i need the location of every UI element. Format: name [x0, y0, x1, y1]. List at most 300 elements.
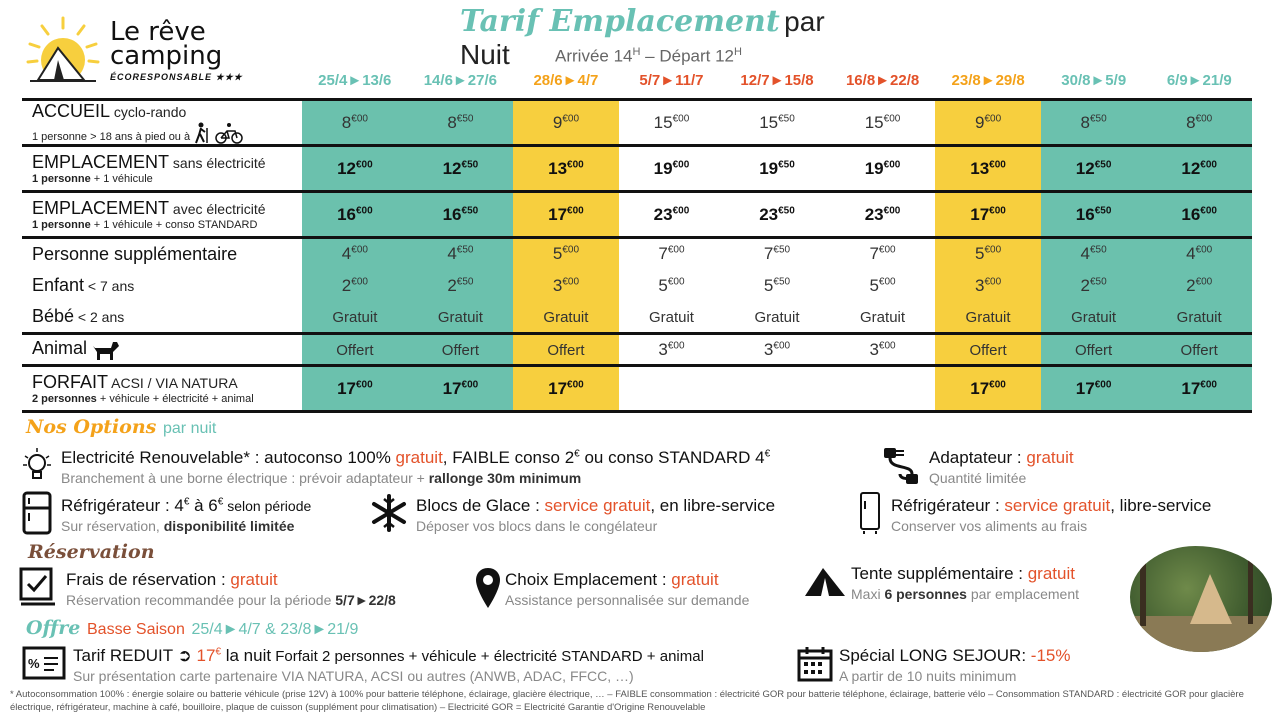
tipi-illustration	[1130, 546, 1272, 652]
row-label-main: EMPLACEMENT	[32, 197, 170, 218]
price-cents: €50	[456, 275, 474, 287]
row-label-sub-text: 1 personne > 18 ans à pied ou à	[32, 131, 191, 143]
row-label-main: FORFAIT	[32, 371, 108, 392]
price-value: Offert	[547, 341, 585, 359]
arrival-text: Arrivée 14	[555, 46, 633, 66]
price-cents: €00	[883, 112, 901, 124]
elec-label: Electricité Renouvelable*	[61, 448, 250, 467]
price-cell	[408, 270, 514, 302]
row-label-detail: cyclo-rando	[110, 104, 187, 120]
brand-line-1: Le rêve	[110, 17, 206, 47]
footnote: * Autoconsommation 100% : énergie solaire ou batterie véhicule (prise 12V) à 100% pour batterie téléphone, éclairage, glacière électrique, … – FAIBLE consommation : électricité GOR pour batterie téléphone, éclairage, batterie vélo – Consommation STANDARD : électricité GOR pour glacière électrique, réfrigérateur, machine à café, bouilloire, plaque de cuisson (supplément pour climatisation) – Electricité GOR = Electricité Garantie d'Origine Renouvelable	[10, 689, 1244, 713]
price-cell	[830, 270, 936, 302]
price-cents: €00	[1094, 378, 1112, 390]
campsite-photo	[1130, 546, 1272, 652]
row-label-main: Personne supplémentaire	[32, 243, 238, 264]
price-cents: €00	[878, 275, 896, 287]
svg-text:%: %	[28, 656, 40, 671]
fees-desc: Réservation recommandée pour la période	[66, 592, 336, 608]
price-cell	[724, 100, 830, 146]
price-cents: €00	[567, 204, 584, 216]
row-label	[22, 270, 302, 302]
tent-desc-1: Maxi	[851, 586, 885, 602]
fridge1-label: Réfrigérateur	[61, 496, 161, 515]
price-cell	[724, 146, 830, 192]
price-value: $8^{€00}$	[341, 112, 368, 132]
rate-row	[22, 366, 1252, 412]
fridge1-text-2: à 6	[189, 496, 218, 515]
price-cell	[619, 270, 725, 302]
logo	[24, 14, 254, 90]
price-value: $16^{€00}$	[1181, 204, 1217, 224]
offer-subtitle: Basse Saison	[87, 621, 185, 638]
price-cents: €00	[984, 112, 1002, 124]
price-cell	[1041, 302, 1147, 334]
price-cents: €00	[355, 158, 373, 170]
price-cents: €50	[1089, 244, 1107, 256]
price-cell	[1041, 366, 1147, 412]
price-value: $17^{€00}$	[337, 378, 373, 398]
ice-label: Blocs de Glace	[416, 496, 531, 515]
price-cents: €00	[567, 158, 584, 170]
row-label-sub-bold: 2 personnes	[32, 392, 97, 405]
row-label-detail: ACSI / VIA NATURA	[108, 374, 238, 391]
period-header: 5/7►11/7	[639, 72, 704, 89]
reduced-package: Forfait 2 personnes + véhicule + électricité STANDARD + animal	[271, 648, 704, 665]
price-cents: €50	[1089, 112, 1107, 124]
choice-label: Choix Emplacement	[505, 570, 658, 589]
row-label	[22, 366, 302, 412]
price-value: $15^{€00}$	[864, 112, 901, 132]
ice-text: , en libre-service	[650, 496, 776, 515]
price-cell	[830, 192, 936, 238]
price-value: Gratuit	[860, 308, 906, 326]
brand-tagline: ÉCORESPONSABLE ★★★	[110, 72, 243, 82]
price-cell	[408, 192, 514, 238]
fridge1-euro-2: €	[217, 496, 224, 508]
price-cell	[513, 334, 619, 366]
option-fridge-paid	[61, 496, 311, 534]
reduced-euro: €	[215, 646, 221, 658]
arrival-sup: H	[632, 46, 641, 58]
price-cell	[619, 238, 725, 270]
price-cell	[302, 270, 408, 302]
price-cents: €00	[351, 275, 368, 287]
fridge1-text-3: selon période	[223, 498, 312, 514]
price-value: $12^{€00}$	[1181, 158, 1217, 178]
price-cents: €00	[1195, 112, 1213, 124]
price-cell	[1146, 366, 1252, 412]
price-value: $17^{€00}$	[970, 378, 1006, 398]
price-value: $4^{€00}$	[1186, 244, 1213, 264]
price-cell	[830, 302, 936, 334]
tent-label: Tente supplémentaire	[851, 564, 1014, 583]
row-label-main: EMPLACEMENT	[32, 151, 170, 172]
fridge2-label: Réfrigérateur	[891, 496, 991, 515]
price-value: $7^{€00}$	[658, 244, 685, 264]
options-title-text: Nos Options	[26, 416, 157, 438]
price-value: $15^{€00}$	[653, 112, 690, 132]
price-value: $3^{€00}$	[869, 339, 896, 359]
price-cell	[935, 100, 1041, 146]
price-value: $5^{€50}$	[763, 275, 791, 295]
price-value: $17^{€00}$	[1181, 378, 1217, 398]
reduced-label: Tarif REDUIT	[73, 646, 173, 665]
elec-desc: Branchement à une borne électrique : prévoir adaptateur +	[61, 470, 429, 486]
price-cell	[1146, 334, 1252, 366]
price-cell	[513, 192, 619, 238]
row-label-sub-text: + véhicule + électricité + animal	[96, 392, 254, 405]
price-value: $19^{€00}$	[653, 158, 690, 178]
price-cents: €00	[562, 112, 580, 124]
price-value: $5^{€00}$	[869, 275, 896, 295]
price-value: $3^{€00}$	[552, 275, 580, 295]
rate-row	[22, 270, 1252, 302]
price-cell	[619, 146, 725, 192]
price-cents: €50	[461, 204, 479, 216]
row-label-sub	[32, 219, 302, 232]
price-cents: €50	[1089, 275, 1107, 287]
row-label-sub-text: + 1 véhicule + conso STANDARD	[90, 218, 258, 231]
price-value: Gratuit	[1176, 308, 1222, 326]
price-cell	[724, 334, 830, 366]
price-cell	[408, 146, 514, 192]
price-cell	[408, 366, 514, 412]
elec-text-3: ou conso STANDARD 4	[579, 448, 765, 467]
price-cell	[302, 192, 408, 238]
price-cents: €50	[461, 158, 479, 170]
price-cents: €00	[984, 275, 1002, 287]
price-cents: €00	[351, 244, 368, 256]
fees-free: gratuit	[230, 570, 278, 589]
price-cell	[513, 146, 619, 192]
price-value: $9^{€00}$	[552, 112, 580, 132]
adapter-desc: Quantité limitée	[929, 470, 1027, 486]
row-label-sub	[32, 393, 302, 406]
price-value: $19^{€50}$	[759, 158, 795, 178]
price-value: Offert	[1180, 341, 1218, 359]
period-header: 14/6►27/6	[423, 72, 497, 89]
row-label-detail: sans électricité	[169, 154, 266, 171]
price-cell	[1041, 270, 1147, 302]
price-cents: €50	[773, 244, 791, 256]
price-cell	[1146, 302, 1252, 334]
price-value: $17^{€00}$	[548, 204, 584, 224]
rate-row	[22, 302, 1252, 334]
reservation-extra-tent	[851, 564, 1079, 602]
offer-long-stay	[839, 646, 1070, 684]
lightbulb-icon	[22, 446, 52, 486]
price-value: $4^{€50}$	[1080, 244, 1107, 264]
price-cell	[513, 270, 619, 302]
price-value: $2^{€00}$	[341, 275, 368, 295]
row-label	[22, 334, 302, 366]
fridge2-desc: Conserver vos aliments au frais	[891, 518, 1088, 534]
price-cents: €00	[351, 112, 368, 124]
row-label-sub	[32, 122, 302, 144]
row-label	[22, 146, 302, 192]
price-cell	[408, 302, 514, 334]
price-cell	[724, 366, 830, 412]
price-cents: €00	[355, 378, 373, 390]
offer-title-text: Offre	[26, 617, 81, 639]
price-value: $23^{€00}$	[864, 204, 901, 224]
price-value: Gratuit	[648, 308, 694, 326]
rate-row	[22, 192, 1252, 238]
row-label-main: Animal	[32, 337, 88, 358]
ice-desc: Déposer vos blocs dans le congélateur	[416, 518, 658, 534]
price-cents: €50	[1094, 158, 1112, 170]
price-cell	[302, 334, 408, 366]
price-cents: €00	[461, 378, 479, 390]
price-value: $7^{€50}$	[763, 244, 791, 264]
price-value: $3^{€00}$	[658, 339, 685, 359]
fees-label: Frais de réservation	[66, 570, 217, 589]
elec-euro-2: €	[764, 448, 771, 460]
title-script: Tarif Emplacement	[460, 4, 780, 39]
price-cell	[1146, 192, 1252, 238]
price-value: Gratuit	[965, 308, 1011, 326]
row-label	[22, 302, 302, 334]
ice-colon: :	[530, 496, 545, 515]
price-value: $2^{€50}$	[447, 275, 474, 295]
period-header: 23/8►29/8	[951, 72, 1025, 89]
price-cell	[513, 238, 619, 270]
tent-icon	[803, 566, 847, 598]
option-adapter	[929, 448, 1074, 486]
adapter-free: gratuit	[1026, 448, 1074, 467]
price-cents: €50	[1094, 204, 1112, 216]
price-cell	[302, 146, 408, 192]
period-header: 25/4►13/6	[318, 72, 392, 89]
option-electricity	[61, 448, 770, 486]
price-value: Offert	[441, 341, 480, 359]
price-cents: €00	[1200, 378, 1217, 390]
sun-tent-icon	[24, 14, 102, 86]
long-stay-desc: A partir de 10 nuits minimum	[839, 668, 1017, 684]
elec-text-2: , FAIBLE conso 2	[442, 448, 575, 467]
price-cents: €00	[672, 158, 690, 170]
adapter-colon: :	[1012, 448, 1027, 467]
reduced-price: 17	[196, 646, 216, 665]
row-label	[22, 192, 302, 238]
price-cell	[513, 366, 619, 412]
price-cell	[1041, 334, 1147, 366]
price-cell	[1146, 270, 1252, 302]
price-cents: €00	[1195, 244, 1213, 256]
price-cents: €00	[883, 158, 901, 170]
price-cell	[724, 192, 830, 238]
price-value: $12^{€00}$	[337, 158, 373, 178]
price-cents: €50	[456, 112, 474, 124]
price-value: $16^{€50}$	[442, 204, 479, 224]
title-plain: par Nuit	[460, 6, 825, 70]
price-cell	[830, 334, 936, 366]
row-label-detail: < 7 ans	[84, 278, 135, 294]
price-cents: €50	[456, 244, 474, 256]
row-label	[22, 100, 302, 146]
price-value: $16^{€00}$	[337, 204, 373, 224]
location-pin-icon	[474, 566, 502, 610]
price-value: $23^{€50}$	[759, 204, 795, 224]
price-value: $3^{€00}$	[974, 275, 1002, 295]
rate-row	[22, 334, 1252, 366]
row-label-detail: < 2 ans	[74, 309, 125, 326]
offer-dates: 25/4►4/7 & 23/8►21/9	[191, 621, 359, 638]
price-cell	[935, 270, 1041, 302]
price-cell	[935, 238, 1041, 270]
price-value: $8^{€50}$	[1080, 112, 1107, 132]
price-cents: €00	[562, 275, 580, 287]
price-cell	[830, 146, 936, 192]
price-cell	[619, 192, 725, 238]
price-value: Gratuit	[754, 308, 800, 326]
options-subtitle: par nuit	[163, 420, 217, 437]
row-label-sub-text: + 1 véhicule	[90, 172, 153, 185]
fridge-small-icon	[858, 491, 882, 535]
fridge2-free: service gratuit	[1004, 496, 1111, 515]
price-cents: €00	[1200, 204, 1217, 216]
rate-row	[22, 100, 1252, 146]
price-cell	[408, 334, 514, 366]
price-value: $9^{€00}$	[974, 112, 1002, 132]
price-cell	[1041, 146, 1147, 192]
price-cell	[724, 302, 830, 334]
reduced-arrow: ➲	[172, 646, 197, 665]
period-header: 16/8►22/8	[845, 72, 920, 89]
price-value: $13^{€00}$	[970, 158, 1006, 178]
price-cell	[619, 100, 725, 146]
price-value: Gratuit	[1071, 308, 1117, 326]
tent-colon: :	[1013, 564, 1028, 583]
reservation-site-choice	[505, 570, 749, 608]
price-cents: €00	[667, 275, 685, 287]
row-label	[22, 238, 302, 270]
fees-desc-bold: 5/7►22/8	[335, 592, 396, 608]
price-value: $15^{€50}$	[759, 112, 795, 132]
elec-text-1: : autoconso 100%	[250, 448, 396, 467]
departure-sup: H	[734, 46, 742, 58]
reduced-desc: Sur présentation carte partenaire VIA NATURA, ACSI ou autres (ANWB, ADAC, FFCC, …)	[73, 668, 634, 684]
reservation-title: Réservation	[28, 541, 155, 563]
price-value: $19^{€00}$	[864, 158, 901, 178]
price-cell	[1146, 146, 1252, 192]
price-value: $17^{€00}$	[1075, 378, 1112, 398]
row-label-sub	[32, 173, 302, 186]
calendar-icon	[797, 646, 833, 682]
long-stay-label: Spécial LONG SEJOUR:	[839, 646, 1031, 665]
price-cell	[513, 100, 619, 146]
price-value: $5^{€00}$	[974, 244, 1002, 264]
reservation-fees	[66, 570, 396, 608]
fridge1-euro-1: €	[183, 496, 190, 508]
dog-icon	[91, 338, 121, 362]
price-cell	[1041, 100, 1147, 146]
ice-free: service gratuit	[544, 496, 651, 515]
period-header: 30/8►5/9	[1061, 72, 1127, 89]
price-cents: €50	[778, 204, 795, 216]
price-cents: €50	[778, 112, 795, 124]
price-cell	[830, 366, 936, 412]
reduced-per-night: la nuit	[221, 646, 272, 665]
price-cents: €00	[773, 339, 791, 351]
price-cell	[1146, 238, 1252, 270]
price-cell	[302, 366, 408, 412]
price-cell	[302, 100, 408, 146]
price-cell	[302, 302, 408, 334]
long-stay-discount: -15%	[1030, 646, 1071, 665]
fridge1-desc: Sur réservation,	[61, 518, 164, 534]
departure-text: – Départ 12	[640, 46, 734, 66]
price-value: Gratuit	[332, 308, 378, 326]
price-cell	[935, 146, 1041, 192]
price-value: $16^{€50}$	[1075, 204, 1112, 224]
price-cents: €00	[878, 339, 896, 351]
price-cents: €00	[989, 158, 1006, 170]
price-value: Gratuit	[437, 308, 483, 326]
price-cell	[513, 302, 619, 334]
offer-title	[26, 617, 358, 639]
choice-desc: Assistance personnalisée sur demande	[505, 592, 750, 608]
fridge1-desc-bold: disponibilité limitée	[163, 518, 295, 534]
price-cell	[1146, 100, 1252, 146]
elec-euro-1: €	[574, 448, 580, 460]
price-value: $17^{€00}$	[548, 378, 584, 398]
period-headers	[302, 72, 1252, 96]
price-value: $5^{€00}$	[658, 275, 685, 295]
rate-row	[22, 146, 1252, 192]
price-value: $12^{€50}$	[1075, 158, 1112, 178]
fees-colon: :	[216, 570, 231, 589]
price-cell	[619, 334, 725, 366]
price-value: $4^{€00}$	[341, 244, 368, 264]
price-cents: €00	[667, 244, 685, 256]
row-label-sub-bold: 1 personne	[32, 218, 91, 231]
tent-desc-2: par emplacement	[966, 586, 1079, 602]
price-cell	[408, 238, 514, 270]
period-header: 6/9►21/9	[1166, 72, 1232, 89]
price-cents: €00	[672, 112, 690, 124]
price-cents: €00	[883, 204, 901, 216]
period-header: 28/6►4/7	[533, 72, 599, 89]
fridge1-text-1: : 4	[160, 496, 184, 515]
price-value: $23^{€00}$	[653, 204, 690, 224]
hiker-cyclist-icon	[193, 122, 245, 144]
rate-row	[22, 238, 1252, 270]
elec-desc-bold: rallonge 30m minimum	[428, 470, 582, 486]
tent-free: gratuit	[1027, 564, 1075, 583]
discount-ticket-icon	[22, 646, 66, 680]
price-cents: €00	[567, 378, 584, 390]
row-label-main: Enfant	[32, 275, 85, 295]
price-cents: €00	[667, 339, 685, 351]
price-value: $2^{€50}$	[1080, 275, 1107, 295]
price-value: $8^{€00}$	[1186, 112, 1213, 132]
fridge-icon	[22, 491, 52, 535]
price-cell	[830, 100, 936, 146]
row-label-sub-bold: 1 personne	[32, 172, 91, 185]
arrival-departure	[555, 46, 742, 67]
price-value: $4^{€50}$	[447, 244, 474, 264]
fridge2-colon: :	[990, 496, 1005, 515]
choice-colon: :	[657, 570, 672, 589]
price-cents: €00	[672, 204, 690, 216]
price-cents: €00	[984, 244, 1002, 256]
price-cents: €00	[1195, 275, 1213, 287]
choice-free: gratuit	[671, 570, 719, 589]
brand-line-2: camping	[110, 41, 223, 71]
period-header: 12/7►15/8	[740, 72, 814, 89]
